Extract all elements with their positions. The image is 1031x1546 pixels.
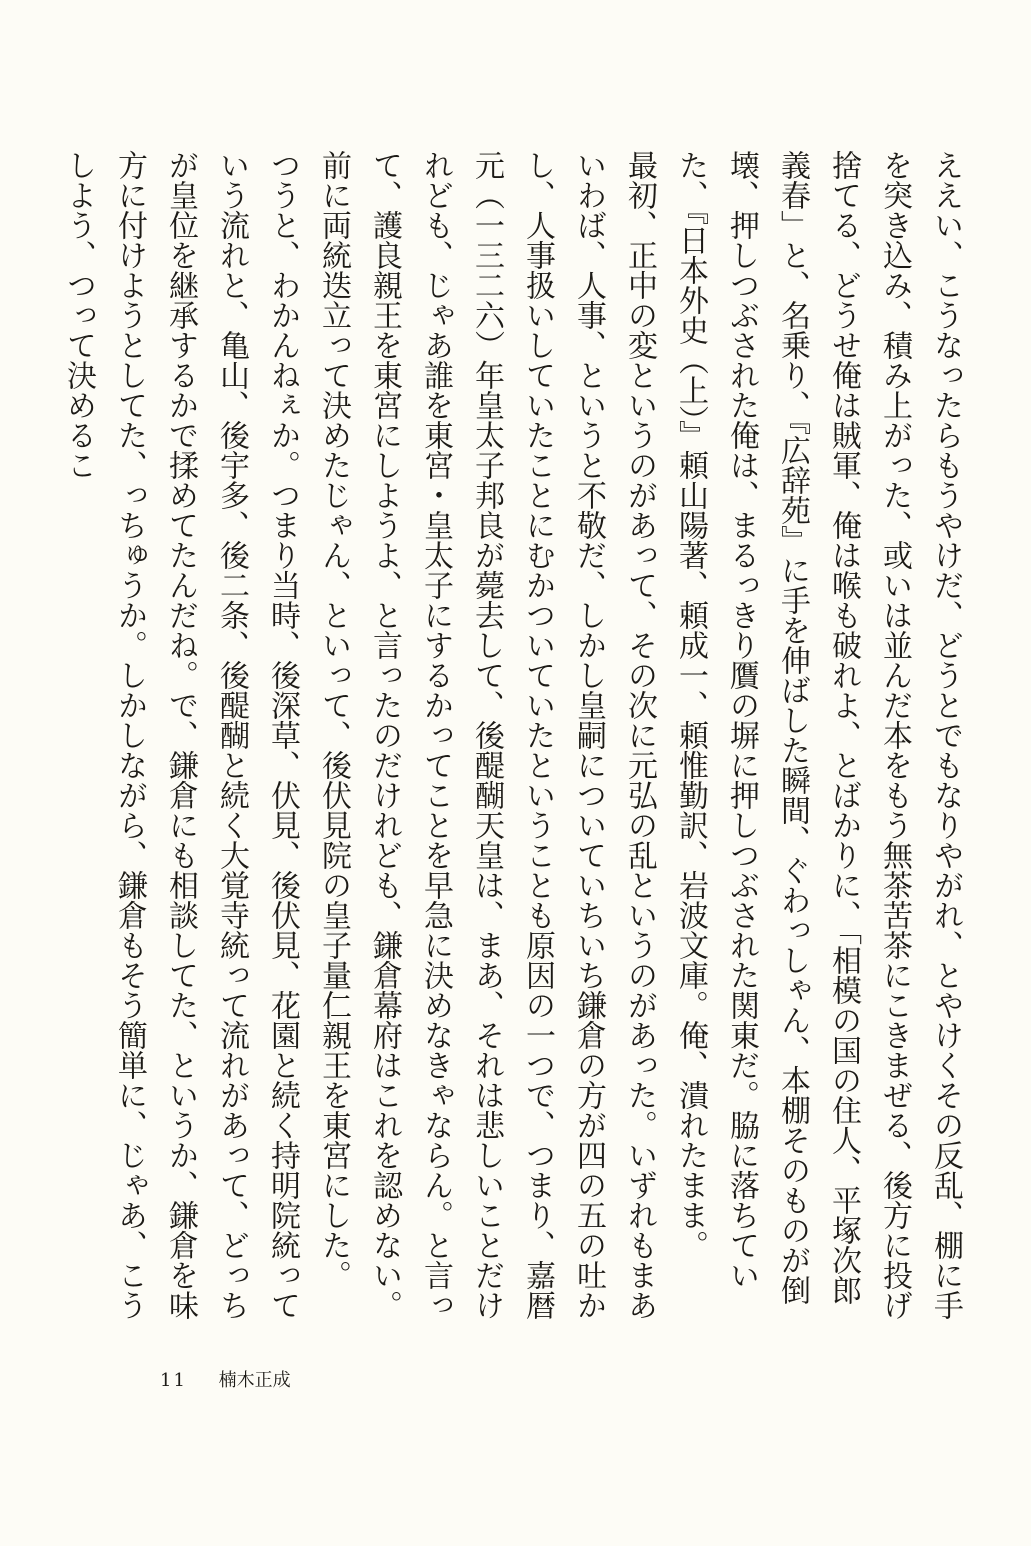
paragraph-3: つうと、わかんねぇか。つまり当時、後深草、伏見、後伏見、花園と続く持明院統っていう流れと、亀山、後宇多、後二条、後醍醐と続く大覚寺統って流れがあって、どっちが皇位を継承するかで揉めてたんだね。で、鎌倉にも相談してた、というか、鎌倉を味方に付けようとしてた、っちゅうか。しかしながら、鎌倉もそう簡単に、じゃあ、こうしよう、つって決めるこ	[61, 150, 300, 1320]
paragraph-2: 最初、正中の変というのがあって、その次に元弘の乱というのがあった。いずれもまあいわば、人事、というと不敬だ、しかし皇嗣についていちいち鎌倉の方が四の五の吐かし、人事扱いしていたことにむかついていたということも原因の一つで、つまり、嘉暦元（一三二六）年皇太子邦良が薨去して、後醍醐天皇は、まあ、それは悲しいことだけれども、じゃあ誰を東宮・皇太子にするかってことを早急に決めなきゃならん。と言って、護良親王を東宮にしようよ、と言ったのだけれども、鎌倉幕府はこれを認めない。前に両統迭立って決めたじゃん、といって、後伏見院の皇子量仁親王を東宮にした。	[316, 150, 657, 1320]
page-footer	[160, 1366, 291, 1392]
paragraph-1: ええい、こうなったらもうやけだ、どうとでもなりやがれ、とやけくその反乱、棚に手を突き込み、積み上がった、或いは並んだ本をもう無茶苦茶にこきまぜる、後方に投げ捨てる、どうせ俺は賊軍、俺は喉も破れよ、とばかりに、「相模の国の住人、平塚次郎義春」と、名乗り、『広辞苑』に手を伸ばした瞬間、ぐわっしゃん、本棚そのものが倒壊、押しつぶされた俺は、まるっきり贋の塀に押しつぶされた関東だ。脇に落ちていた、『日本外史（上）』頼山陽著、頼成一、頼惟勤訳、岩波文庫。俺、潰れたまま。	[673, 150, 963, 1320]
page-number: 11	[160, 1370, 187, 1391]
running-title: 楠木正成	[218, 1370, 291, 1391]
main-text	[61, 150, 971, 1320]
